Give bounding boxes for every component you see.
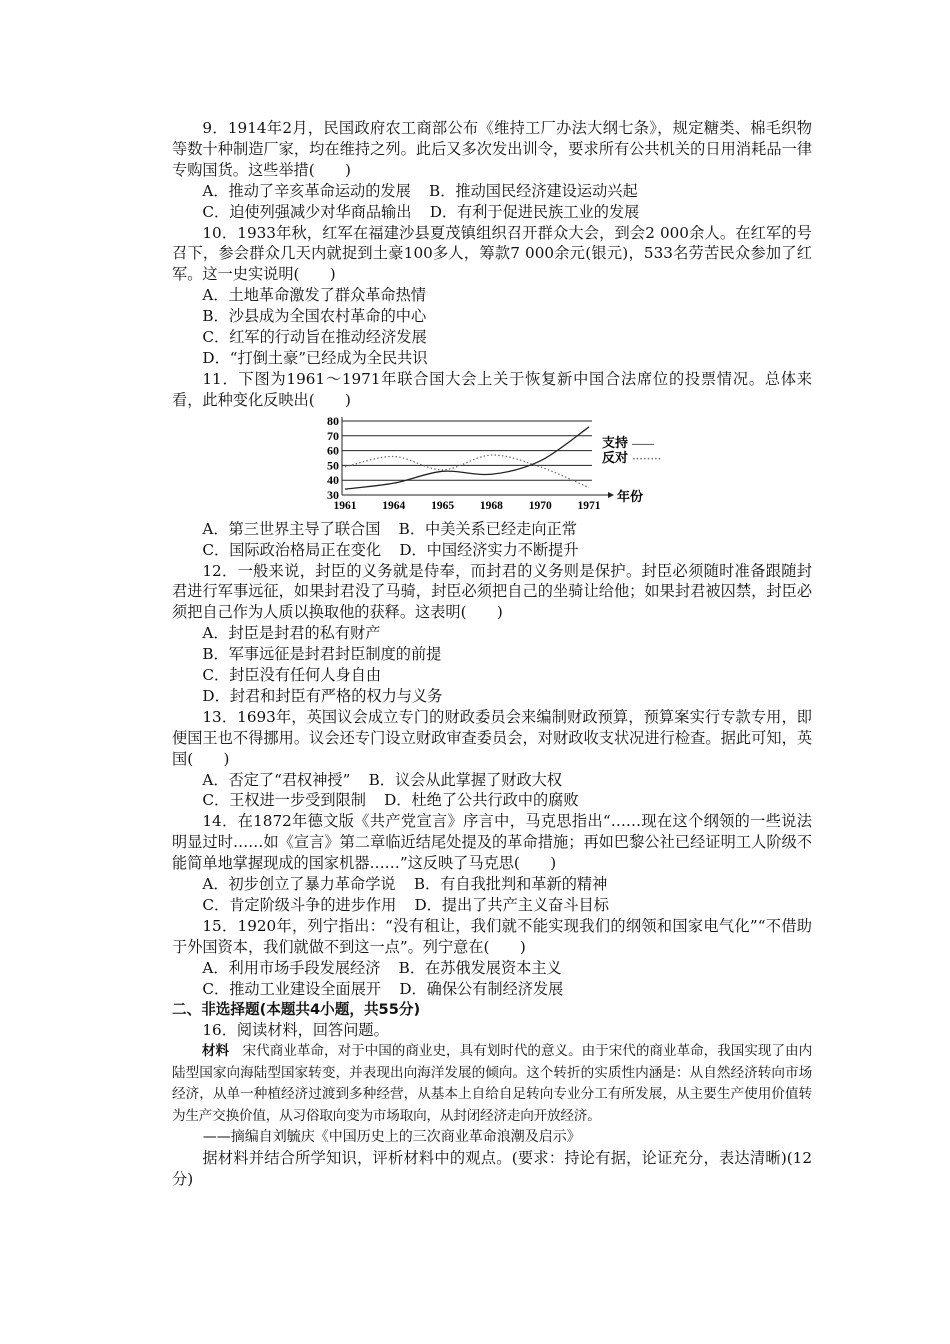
x-axis-arrow (608, 492, 614, 498)
question-11 (172, 369, 812, 561)
material-label: 材料 (201, 1043, 230, 1060)
option-b[interactable]: B．军事远征是封君封臣制度的前提 (202, 645, 442, 664)
question-stem: 13．1693年，英国议会成立专门的财政委员会来编制财政预算，预算案实行专款专用，即便国王也不得挪用。议会还专门设立财政审查委员会，对财政收支状况进行检查。据此可知，英国( ) (172, 707, 812, 768)
option-a[interactable]: A．初步创立了暴力革命学说 (202, 875, 396, 894)
x-tick-label: 1965 (431, 499, 455, 512)
option-c[interactable]: C．国际政治格局正在变化 (202, 540, 382, 559)
option-d[interactable]: D．“打倒土豪”已经成为全民共识 (202, 348, 428, 367)
x-tick-label: 1964 (382, 499, 406, 512)
option-row (172, 874, 812, 895)
option-c[interactable]: C．迫使列强减少对华商品输出 (202, 202, 412, 221)
option-d[interactable]: D．有利于促进民族工业的发展 (429, 202, 640, 221)
legend-label: 反对 (602, 449, 629, 465)
option-b[interactable]: B．议会从此掌握了财政大权 (368, 770, 563, 789)
y-tick-label: 30 (327, 487, 339, 502)
question-stem: 14．在1872年德文版《共产党宣言》序言中，马克思指出“……现在这个纲领的一些说法明显过时……如《宣言》第二章临近结尾处提及的革命措施；再如巴黎公社已经证明工人阶级不能简单地掌握现成的国家机器……”这反映了马克思( ) (172, 812, 812, 873)
option-c[interactable]: C．封臣没有任何人身自由 (202, 666, 382, 685)
option-d[interactable]: D．确保公有制经济发展 (399, 979, 564, 998)
y-tick-label: 60 (327, 443, 339, 458)
question-stem: 9．1914年2月，民国政府农工商部公布《维持工厂办法大纲七条》，规定糖类、棉毛织物等数十种制造厂家，均在维持之列。此后又多次发出训令，要求所有公共机关的日用消耗品一律专购国货。这些举措( ) (172, 119, 812, 179)
option-c[interactable]: C．王权进一步受到限制 (202, 791, 366, 810)
option-a[interactable]: A．土地革命激发了群众革命热情 (202, 286, 426, 305)
question-14 (172, 811, 812, 916)
question-12 (172, 561, 812, 707)
question-15 (172, 916, 812, 1000)
question-10 (172, 223, 812, 369)
y-tick-label: 70 (327, 428, 339, 443)
question-task: 据材料并结合所学知识，评析材料中的观点。(要求：持论有据，论证充分，表达清晰)(12分) (172, 1149, 812, 1189)
question-stem: 11．下图为1961～1971年联合国大会上关于恢复新中国合法席位的投票情况。总体来看，此种变化反映出( ) (172, 369, 812, 409)
option-a[interactable]: A．第三世界主导了联合国 (202, 519, 381, 538)
legend-mark: ········ (632, 452, 662, 465)
option-b[interactable]: B．在苏俄发展资本主义 (398, 958, 562, 977)
legend-label: 支持 (602, 434, 629, 450)
option-a[interactable]: A．利用市场手段发展经济 (202, 958, 381, 977)
option-row (172, 181, 812, 202)
exam-page (172, 118, 812, 1190)
material-body: 宋代商业革命，对于中国的商业史，具有划时代的意义。由于宋代的商业革命，我国实现了由内陆型国家向海陆型国家转变，并表现出向海洋发展的倾向。这个转折的实质性内涵是：从自然经济转向市场经济，从单一种植经济过渡到多种经营，从基本上自给自足转向专业分工有所发展，从主要生产使用价值转为生产交换价值，从习俗取向变为市场取向，从封闭经济走向开放经济。 (172, 1043, 812, 1124)
option-a[interactable]: A．封臣是封君的私有财产 (202, 624, 381, 643)
x-tick-label: 1961 (333, 499, 357, 512)
x-axis-label: 年份 (617, 488, 644, 504)
option-row (172, 895, 812, 916)
option-b[interactable]: B．沙县成为全国农村革命的中心 (202, 307, 427, 326)
option-d[interactable]: D．封君和封臣有严格的权力与义务 (202, 686, 443, 705)
vote-chart-svg (312, 413, 672, 517)
question-13 (172, 707, 812, 812)
legend-mark: —— (632, 437, 654, 450)
option-d[interactable]: D．杜绝了公共行政中的腐败 (384, 791, 579, 810)
question-intro: 16．阅读材料，回答问题。 (202, 1021, 389, 1040)
option-d[interactable]: D．提出了共产主义奋斗目标 (414, 896, 609, 914)
option-a[interactable]: A．否定了“君权神授” (202, 770, 351, 789)
question-9 (172, 118, 812, 223)
question-16 (172, 1020, 812, 1190)
question-stem: 15．1920年，列宁指出：“没有租让，我们就不能实现我们的纲领和国家电气化”“不借助于外国资本，我们就做不到这一点”。列宁意在( ) (172, 916, 812, 956)
x-tick-label: 1971 (577, 499, 601, 512)
section-title: 二、非选择题(本题共4小题，共55分) (172, 1000, 421, 1018)
x-tick-label: 1970 (528, 499, 552, 512)
x-tick-label: 1968 (479, 499, 503, 512)
y-tick-label: 40 (327, 472, 339, 487)
option-b[interactable]: B．中美关系已经走向正常 (398, 519, 577, 538)
series-line-oppose (345, 455, 589, 488)
option-c[interactable]: C．红军的行动旨在推动经济发展 (202, 328, 427, 347)
option-row (172, 202, 812, 223)
material-text (172, 1041, 812, 1127)
y-tick-label: 50 (327, 458, 339, 473)
question-stem: 10．1933年秋，红军在福建沙县夏茂镇组织召开群众大会，到会2 000余人。在红军的号召下，参会群众几天内就捉到土豪100多人，筹款7 000余元(银元)，533名劳苦民众参加了红军。这一史实说明( ) (172, 223, 812, 284)
material-source: ——摘编自刘毓庆《中国历史上的三次商业革命浪潮及启示》 (202, 1129, 581, 1146)
option-row (172, 770, 812, 791)
option-row (172, 519, 812, 540)
vote-chart (172, 411, 812, 519)
option-row (172, 979, 812, 1000)
option-c[interactable]: C．肯定阶级斗争的进步作用 (202, 896, 397, 914)
option-b[interactable]: B．推动国民经济建设运动兴起 (429, 181, 638, 200)
question-stem: 12．一般来说，封臣的义务就是侍奉，而封君的义务则是保护。封臣必须随时准备跟随封君进行军事远征，如果封君没了马骑，封臣必须把自己的坐骑让给他；如果封君被囚禁，封臣必须把自己作为人质以换取他的获释。这表明( ) (172, 561, 812, 622)
option-b[interactable]: B．有自我批判和革新的精神 (413, 875, 608, 894)
option-row (172, 958, 812, 979)
option-row (172, 790, 812, 811)
option-c[interactable]: C．推动工业建设全面展开 (202, 979, 382, 998)
option-d[interactable]: D．中国经济实力不断提升 (399, 540, 579, 559)
y-tick-label: 80 (327, 413, 339, 428)
option-row (172, 540, 812, 561)
option-a[interactable]: A．推动了辛亥革命运动的发展 (202, 181, 411, 200)
